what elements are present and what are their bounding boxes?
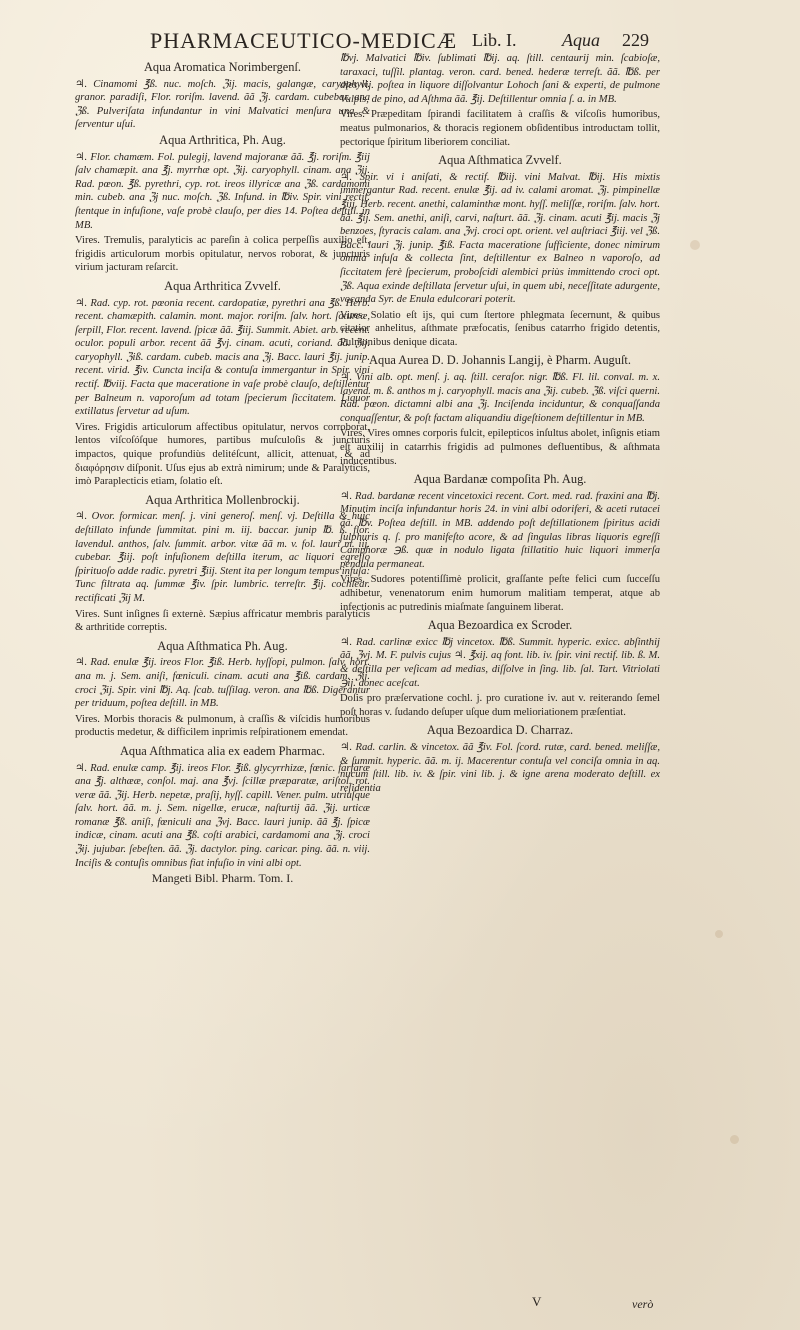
recipe-text: ♃. Spir. vi i aniſati, & rectif. ℔iij. vini Malvat. ℔ij. His mixtis immergantur Rad. recent. enulæ ℥ij. ad iv. calami aromat. ℨj. pimpinellæ ℥iij. Herb. recent. anethi, calaminthæ mont. hyſſ. meliſſæ, roriſm. ſalv. hort. ãã. ℥ij. Sem. anethi, aniſi, carvi, naſturt. ãã. ℨj. cinam. acuti ℥ij. macis ℨj benzoes, ſtyracis calam. ana ℨvj. croci opt. orient. vel auſtriaci ℥iij. vel ℨß. Bacc. lauri ℨj. junip. ℥iß. Facta maceratione ſufficiente, donec nimirum omnia infuſa & collecta ſint, deſtillentur ex Balneo n vaporoſo, ad ſiccitatem ferè ſpecierum, proboſcidi alembici priùs immittendo croci opt. ℨß. Aqua exinde deſtillata ſervetur uſui, in quem ubi, neceſſitate adurgente, vocanda Syr. de Enula edulcorari poterit.: [340, 171, 660, 306]
footer-note: Mangeti Bibl. Pharm. Tom. I.: [151, 871, 294, 886]
entry: [340, 52, 660, 149]
entry-title: Aqua Aurea D. D. Johannis Langij, è Pharm. Auguſt.: [369, 353, 631, 368]
entry: [75, 745, 370, 870]
vires-text: Vires. Tremulis, paralyticis ac pareſin à colica perpeſſis auxilio eſt, frigidis articulorum morbis opitulatur, nervos roborat, & juncturis virium jacturam reſarcit.: [75, 235, 370, 274]
recipe-text: ♃. Rad. bardanæ recent vincetoxici recent. Cort. med. rad. fraxini ana ℔j. Minutim inciſa infundantur horis 24. in vini albi odoriferi, & aceti rutacei ãã. ℔v. Poſtea deſtill. in MB. addendo poſt deſtillationem ſpiritus acidi ſulphuris q. ſ. pro manifeſto acore, & ad ſingulas libras liquoris egreſſi Camphoræ ℈ß. quæ in nodulo ligata ſtillatitio huic liquori immerſa pendula permaneat.: [340, 490, 660, 570]
recipe-text: ♃. Rad. carlin. & vincetox. ãã ℥iv. Fol. ſcord. rutæ, card. bened. meliſſæ, & ſummit. hyperic. ãã. m. ij. Macerentur contuſa vel conciſa omnia in aq. nucum ſtill. lib. iv. & ſpir. vini lib. j. & igne arena moderato deſtill. ex reſidentia: [340, 741, 660, 794]
recipe-text: ♃. Rad. carlinæ exicc ℔j vincetox. ℔ß. Summit. hyperic. exicc. abſinthij ãã. ℨvj. M. F. pulvis cujus ♃. ℥xij. aq font. lib. iv. ſpir. vini rectif. lib. ß. M. & deſtilla per veſicam ad medias, diſſolve in ſing. lib. ſal. Tart. Vitriolati ℈ij. donec aceſcat.: [340, 636, 660, 689]
right-column: [340, 52, 660, 797]
dosage-text: Doſis pro præſervatione cochl. j. pro curatione iv. aut v. reiterando ſemel poſt horas v. ſudando deſuper uſque dum melioriationem præſentiat.: [340, 693, 660, 718]
entry-title: Aqua Aſthmatica Ph. Aug.: [157, 638, 288, 653]
vires-text: Vires. Sunt inſignes ſi externè. Sæpius affricatur membris paralyticis & arthritide correptis.: [75, 608, 370, 634]
rubric: Aqua: [562, 30, 600, 50]
catchword: verò: [632, 1297, 654, 1311]
vires-text: Vires. Morbis thoracis & pulmonum, à craſſis & viſcidis humoribus productis medetur, & difficilem inprimis reſpirationem emendat.: [75, 713, 370, 739]
recipe-text: ♃. Rad. enulæ ℥ij. ireos Flor. ℥iß. Herb. hyſſopi, pulmon. ſalv. hort. ana m. j. Sem. aniſi, fœniculi. cinam. acuti ana ℥iß. cardam. ℨij. croci ℨij. Spir. vini ℔j. Aq. ſcab. tuſſilag. veron. ana ℔ß. Digerantur per triduum, poſtea deſtill. in MB.: [75, 657, 370, 710]
entry-title: Aqua Bezoardica D. Charraz.: [426, 723, 574, 738]
entry-title: Aqua Arthritica Zvvelf.: [164, 278, 281, 293]
left-column: [75, 60, 370, 886]
recipe-text: ♃. Rad. enulæ camp. ℥ij. ireos Flor. ℥iß. glycyrrhizæ, fœnic. farfaræ ana ℥j. althææ, conſol. maj. ana ℥vj. ſcillæ præparatæ, ariſtol. rot. veræ ãã. ℨij. Herb. nepetæ, praſij, hyſſ. capill. Vener. pulm. utriuſque ſalv. hort. ãã. m. j. Sem. nigellæ, erucæ, naſturtij ãã. ℨij. urticæ romanæ ℥ß. aniſi, fœniculi ana ℨvj. Bacc. lauri junip. ãã ℥j. ſpicæ indicæ, cinam. acuti ana ℥ß. coſti arabici, cardamomi ana ℨj. croci ℨij. jujubar. ſebeſten. ãã. ℨj. dactylor. ping. caricar. ping. ãã. n. viij. Inciſis & contuſis omnibus fiat infuſio in vini albi opt.: [75, 762, 370, 869]
entry: [75, 61, 370, 132]
vires-text: Vires. Vires omnes corporis fulcit, epilepticos inſultus abolet, inſignis etiam eſt auxilij in catarrhis frigidis ad pulmones defluentibus, & aſthmata inducentibus.: [340, 428, 660, 467]
recipe-text: ♃. Flor. chamæm. Fol. pulegij, lavend majoranæ ãã. ℥j. roriſm. ℥iij ſalv chamæpit. ana ℥j. myrrhæ opt. ℨij. caryophyll. cinam. ana ℨij. Rad. pœon. ℥ß. pyrethri, cyp. rot. ireos illyricæ ana ℨß. cardamomi min. cubeb. ana ℨj nuc. moſch. ℨß. Infund. in ℔iv. Spir. vini rectif. ſtentque in infuſione, vaſe probè clauſo, per dies 14. Poſtea deſtill. in MB.: [75, 151, 370, 231]
vires-text: Vires. Solatio eſt ijs, qui cum ſtertore phlegmata ſecernunt, & quibus citatior anhelitus, aſthmate præfocatis, ſenibus catarrho frigido detentis, Pulmonibus denique dicata.: [340, 309, 660, 348]
entry-title: Aqua Arthritica, Ph. Aug.: [159, 132, 286, 147]
entry-title: Aqua Aſthmatica Zvvelf.: [438, 153, 562, 168]
running-title: PHARMACEUTICO-MEDICÆ: [150, 28, 458, 53]
entry: [340, 354, 660, 468]
book-number: Lib. I.: [472, 30, 517, 50]
entry: [75, 640, 370, 740]
entry: [340, 619, 660, 719]
recipe-text: ♃. Vini alb. opt. menſ. j. aq. ſtill. ceraſor. nigr. ℔ß. Fl. lil. conval. m. x. lavend. m. ß. anthos m j. caryophyll. macis ana ℨij. cubeb. ℨß. viſci querni. Rad. pœon. dictamni albi ana ℨj. Inciſenda inciduntur, & conquaſſanda conquaſſentur, & poſt factam aliquandiu digeſtionem deſtillentur in MB.: [340, 372, 660, 424]
signature-mark: V: [532, 1294, 542, 1309]
entry: [340, 154, 660, 349]
recipe-text: ℔vj. Malvatici ℔iv. ſublimati ℔ij. aq. ſtill. centaurij min. ſcabioſæ, taraxaci, tuſſil. plantag. veron. card. bened. hederæ terreſt. ãã. ℔ß. per dies vij. poſtea in liquore diſſolvantur Lohoch ſani & experti, de pulmone Vulpis, de pino, ad Aſthma ãã. ℥ij. Deſtillentur omnia ſ. a. in MB.: [340, 53, 660, 105]
vires-text: Vires. Frigidis articulorum affectibus opitulatur, nervos corroborat, lentos viſcoſóſque humores, partibus muſculoſis & juncturis impactos, quique profundiùs delitéſcunt, allicit, attenuat, & ad διαφόρησιν diſponit. Uſus ejus ab extrà nimirum; unde & Paralyticis, imò Paraplecticis etiam, ſolatio eſt.: [75, 421, 370, 488]
entry-title: Aqua Bezoardica ex Scroder.: [427, 618, 573, 633]
recipe-text: ♃. Rad. cyp. rot. pœonia recent. cardopatiæ, pyrethri ana ℥ß. Herb. recent. chamæpith. calamin. mont. major. roriſm. ſalv. hort. ſatureæ, ſerpill, Flor. recent. lavend. ſpicæ ãã. ℥iij. Summit. Abiet. arb. recent. oculor. populi arbor. recent ãã ℥vj. cinam. acuti, coriand. ãã. ℨij. caryophyll. ℨiß. cardam. cubeb. macis ana ℨj. Bacc. lauri ℥ij. junip. recent. virid. ℥iv. Cuncta inciſa & contuſa immergantur in Spir. vini rectif. ℔viij. Facta que maceratione in vaſe probè clauſo, deſtillentur per Balneum n. vaporoſum ad totam ſpecierum ſiccitatem. Liquor extillatus ſervetur ad uſum.: [75, 297, 370, 418]
page-number: 229: [622, 30, 649, 50]
entry-title: Aqua Aſthmatica alia ex eadem Pharmac.: [119, 743, 326, 758]
entry-title: Aqua Bardanæ compoſita Ph. Aug.: [413, 472, 587, 487]
entry: [75, 280, 370, 489]
entry: [75, 134, 370, 275]
entry: [75, 494, 370, 635]
entry: [340, 473, 660, 614]
entry-title: Aqua Aromatica Norimbergenſ.: [143, 60, 302, 74]
recipe-text: ♃. Cinamomi ℥ß. nuc. moſch. ℨij. macis, galangæ, caryophyll. granor. paradiſi, Flor. roriſm. lavend. ãã ℨj. cardam. cubebar. ana ℨß. Pulveriſata infundantur in vini Malvatici menſura una & ſerventur uſui.: [75, 78, 370, 131]
entry: [340, 724, 660, 795]
recipe-text: ♃. Ovor. formicar. menſ. j. vini generoſ. menſ. vj. Deſtilla & huic deſtillato infunde ſummitat. pini m. iij. baccar. junip ℔. ß. flor. lavendul. anthos, ſalv. ſummit. arbor. vitæ ãã m. v. fol. lauri m. iij. cubebar. ℥iij. poſt infuſionem deſtilla iterum, ac liquori egreſſo ſpirituoſo adde radic. pyretri ℥iij. Stent ita per longum tempus infuſa: Tunc filtrata aq. ſummæ ℥iv. ſpir. lumbric. terreſtr. ℥ij. cochlear. rectificati ℨij M.: [75, 511, 370, 604]
vires-text: Vires. Sudores potentiſſimè prolicit, graſſante peſte felici cum ſucceſſu adhibetur, venenatorum enim humorum malitiam temperat, atque ab infectionis ac putredinis miaſmate ſanguinem liberat.: [340, 574, 660, 613]
vires-text: Vires. Præpeditam ſpirandi facilitatem à craſſis & viſcoſis humoribus, meatus pulmonarios, & thoracis regionem obſidentibus introductam tollit, pectorique ſpiritum liberiorem conciliat.: [340, 109, 660, 148]
entry-title: Aqua Arthritica Mollenbrockij.: [145, 492, 300, 507]
